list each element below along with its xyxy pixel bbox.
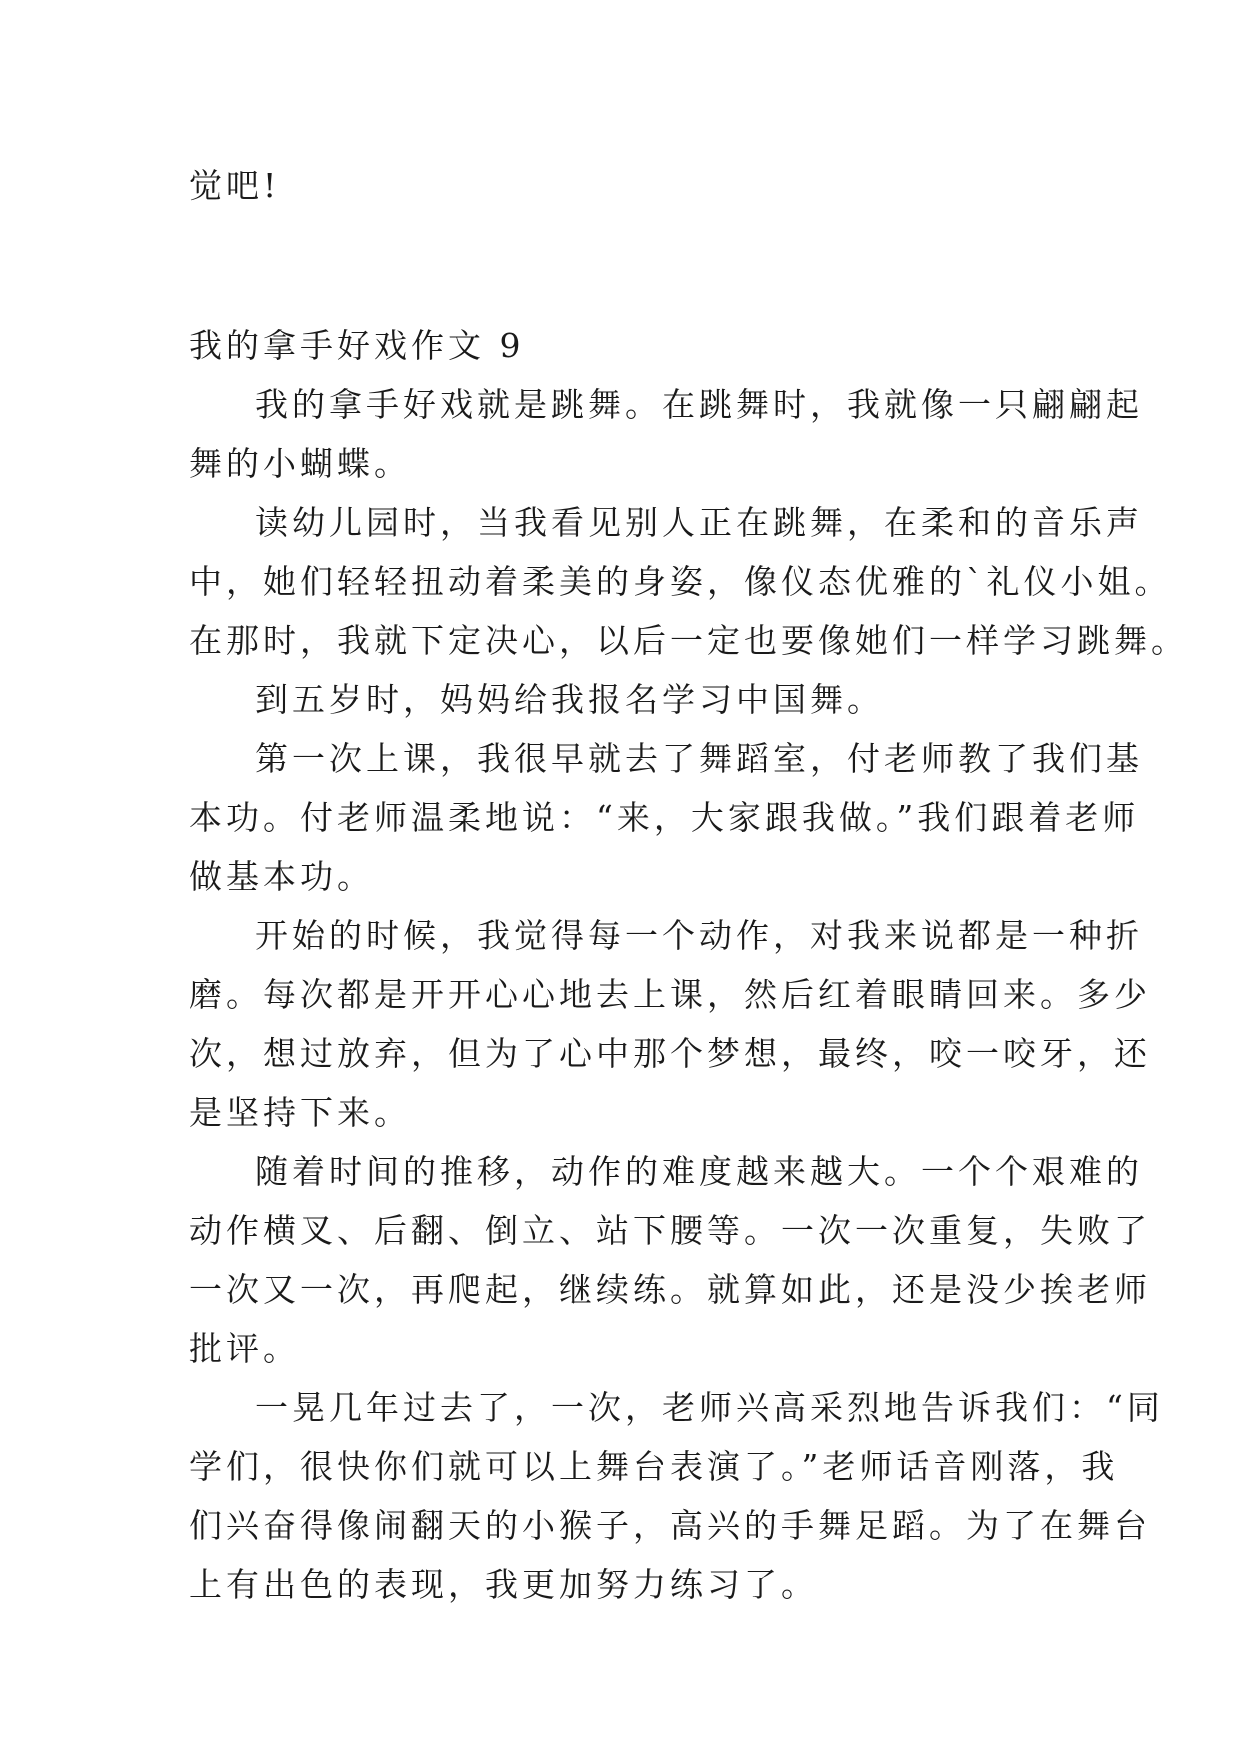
- section-gap: [189, 215, 1059, 316]
- essay-line: 动作横叉、后翻、倒立、站下腰等。一次一次重复，失败了: [189, 1211, 1151, 1250]
- essay-heading: 我的拿手好戏作文 9: [189, 326, 525, 365]
- essay-line: 上有出色的表现，我更加努力练习了。: [189, 1565, 818, 1604]
- essay-line: 做基本功。: [189, 857, 374, 896]
- previous-essay-ending: 觉吧!: [189, 166, 281, 205]
- essay-line: 开始的时候，我觉得每一个动作，对我来说都是一种折: [255, 916, 1143, 955]
- essay-line: 们兴奋得像闹翻天的小猴子，高兴的手舞足蹈。为了在舞台: [189, 1506, 1151, 1545]
- essay-line: 次，想过放弃，但为了心中那个梦想，最终，咬一咬牙，还: [189, 1034, 1151, 1073]
- essay-line: 随着时间的推移，动作的难度越来越大。一个个艰难的: [255, 1152, 1143, 1191]
- essay-line: 到五岁时，妈妈给我报名学习中国舞。: [255, 680, 884, 719]
- essay-line: 第一次上课，我很早就去了舞蹈室，付老师教了我们基: [255, 739, 1143, 778]
- essay-line: 舞的小蝴蝶。: [189, 444, 411, 483]
- essay-line: 一晃几年过去了，一次，老师兴高采烈地告诉我们：“同: [255, 1388, 1164, 1427]
- document-body: [189, 156, 1188, 1614]
- essay-line: 学们，很快你们就可以上舞台表演了。”老师话音刚落，我: [189, 1447, 1119, 1486]
- essay-line: 本功。付老师温柔地说：“来，大家跟我做。”我们跟着老师: [189, 798, 1140, 837]
- essay-line: 批评。: [189, 1329, 300, 1368]
- essay-text: [189, 375, 1188, 1614]
- essay-line: 是坚持下来。: [189, 1093, 411, 1132]
- essay-line: 一次又一次，再爬起，继续练。就算如此，还是没少挨老师: [189, 1270, 1151, 1309]
- essay-line: 我的拿手好戏就是跳舞。在跳舞时，我就像一只翩翩起: [255, 385, 1143, 424]
- essay-line: 读幼儿园时，当我看见别人正在跳舞，在柔和的音乐声: [255, 503, 1143, 542]
- essay-line: 中，她们轻轻扭动着柔美的身姿，像仪态优雅的`礼仪小姐。: [189, 562, 1172, 601]
- essay-line: 磨。每次都是开开心心地去上课，然后红着眼睛回来。多少: [189, 975, 1151, 1014]
- essay-line: 在那时，我就下定决心，以后一定也要像她们一样学习跳舞。: [189, 621, 1188, 660]
